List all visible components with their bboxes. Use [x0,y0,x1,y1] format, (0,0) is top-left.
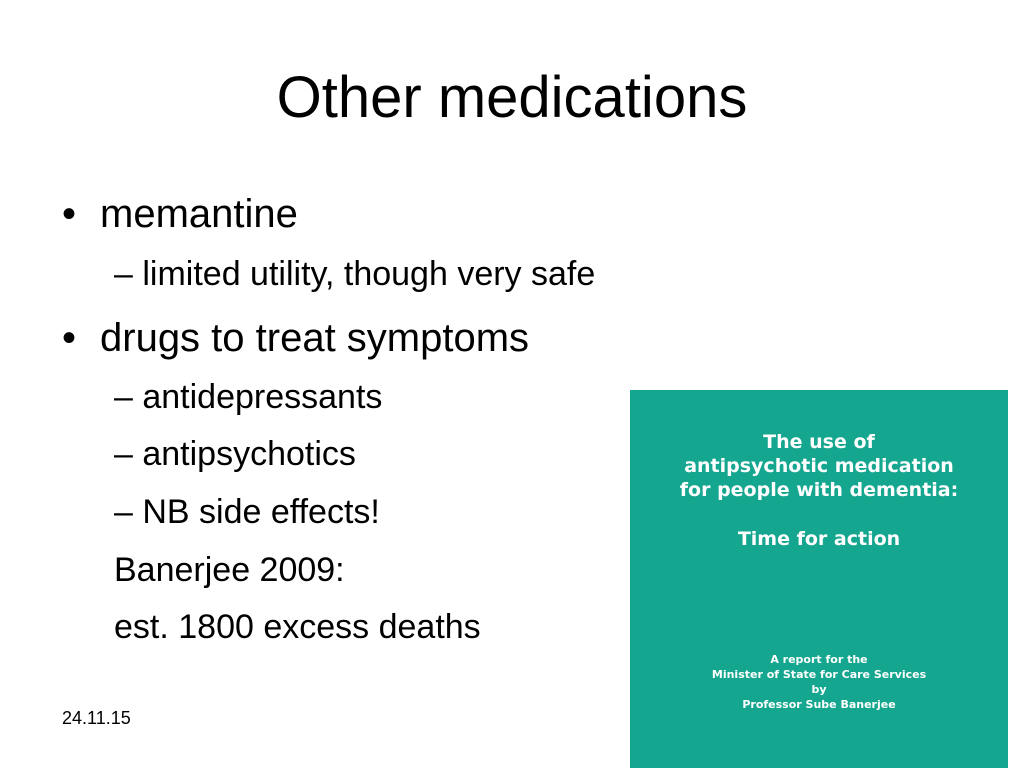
subitem-antipsychotics: – antipsychotics [114,435,356,473]
bullet-text: drugs to treat symptoms [100,316,530,360]
report-cover-footer-line: Professor Sube Banerjee [742,698,896,711]
report-cover-title-line: for people with dementia: [679,479,959,501]
subitem-side-effects: – NB side effects! [114,493,380,531]
bullet-marker: • [62,192,77,236]
bullet-text: memantine [100,192,298,236]
report-cover-footer-line: by [811,683,827,696]
report-cover-footer [630,652,1008,712]
report-cover-title-line: The use of [763,431,875,453]
report-cover-title-line: antipsychotic medication [684,455,954,477]
note-excess-deaths: est. 1800 excess deaths [114,608,481,646]
bullet-memantine [62,190,298,238]
report-cover-footer-line: A report for the [770,653,868,666]
subitem-antidepressants: – antidepressants [114,378,383,416]
bullet-marker: • [62,316,77,360]
note-banerjee: Banerjee 2009: [114,551,345,589]
slide-date: 24.11.15 [62,708,131,728]
report-cover-title [630,430,1008,502]
slide-title: Other medications [276,65,748,130]
bullet-drugs-symptoms [62,314,529,362]
report-cover-image [630,390,1008,768]
report-cover-footer-line: Minister of State for Care Services [711,668,927,681]
report-cover-subtitle: Time for action [737,528,901,550]
subitem-limited-utility: – limited utility, though very safe [114,255,596,293]
